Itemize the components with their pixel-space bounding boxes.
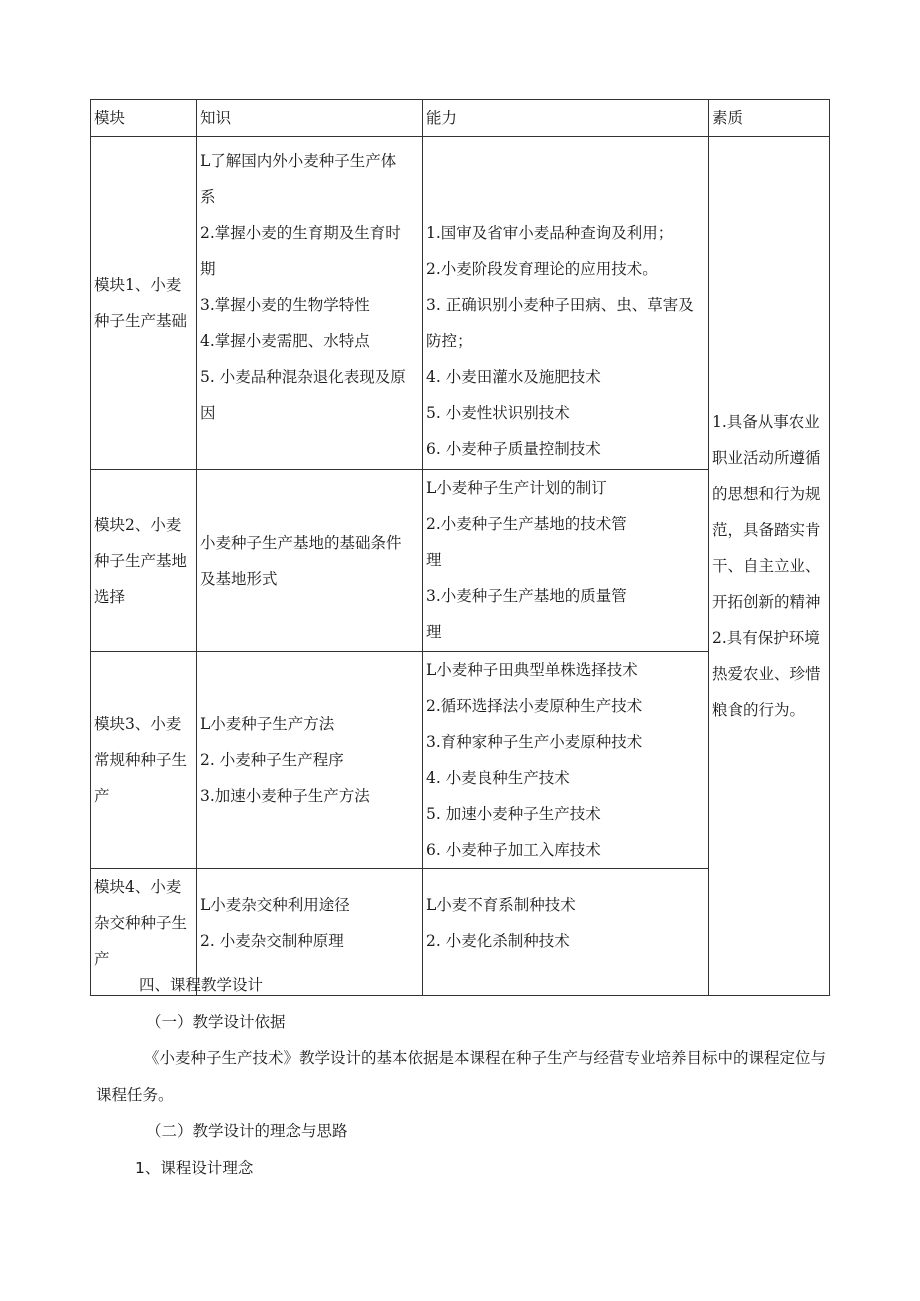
module-cell: 模块1、小麦 种子生产基础 [91, 137, 197, 470]
ability-cell: L小麦不育系制种技术 2. 小麦化杀制种技术 [423, 869, 709, 996]
module-cell: 模块4、小麦 杂交种种子生 产 [91, 869, 197, 996]
table-header-row [91, 100, 830, 137]
header-quality: 素质 [709, 100, 830, 137]
table-row [91, 137, 830, 470]
subsection-heading-design-concept: 1、课程设计理念 [135, 1159, 254, 1177]
course-module-table [90, 99, 830, 996]
paragraph-basis: 《小麦种子生产技术》教学设计的基本依据是本课程在种子生产与经营专业培养目标中的课程定位与课程任务。 [96, 1049, 827, 1104]
subsection-heading-basis: （一）教学设计依据 [146, 1013, 286, 1031]
header-knowledge: 知识 [197, 100, 423, 137]
knowledge-cell: L了解国内外小麦种子生产体 系 2.掌握小麦的生育期及生育时 期 3.掌握小麦的生物学特性 4.掌握小麦需肥、水特点 5. 小麦品种混杂退化表现及原 因 [197, 137, 423, 470]
module-cell: 模块2、小麦 种子生产基地 选择 [91, 470, 197, 652]
subsection-heading-concept: （二）教学设计的理念与思路 [146, 1122, 348, 1140]
header-module: 模块 [91, 100, 197, 137]
ability-cell: 1.国审及省审小麦品种查询及利用； 2.小麦阶段发育理论的应用技术。 3. 正确识别小麦种子田病、虫、草害及 防控； 4. 小麦田灌水及施肥技术 5. 小麦性状识别技术 6. 小麦种子质量控制技术 [423, 137, 709, 470]
quality-cell: 1.具备从事农业 职业活动所遵循 的思想和行为规 范，具备踏实肯 干、自主立业、 开拓创新的精神 2.具有保护环境 热爱农业、珍惜 粮食的行为。 [709, 137, 830, 996]
knowledge-cell: L小麦杂交种利用途径 2. 小麦杂交制种原理 [197, 869, 423, 996]
ability-cell: L小麦种子生产计划的制订 2.小麦种子生产基地的技术管 理 3.小麦种子生产基地的质量管 理 [423, 470, 709, 652]
section-heading-4: 四、课程教学设计 [139, 976, 264, 994]
module-cell: 模块3、小麦 常规种种子生 产 [91, 652, 197, 869]
knowledge-cell: 小麦种子生产基地的基础条件 及基地形式 [197, 470, 423, 652]
knowledge-cell: L小麦种子生产方法 2. 小麦种子生产程序 3.加速小麦种子生产方法 [197, 652, 423, 869]
header-ability: 能力 [423, 100, 709, 137]
ability-cell: L小麦种子田典型单株选择技术 2.循环选择法小麦原种生产技术 3.育种家种子生产小麦原种技术 4. 小麦良种生产技术 5. 加速小麦种子生产技术 6. 小麦种子加工入库技术 [423, 652, 709, 869]
